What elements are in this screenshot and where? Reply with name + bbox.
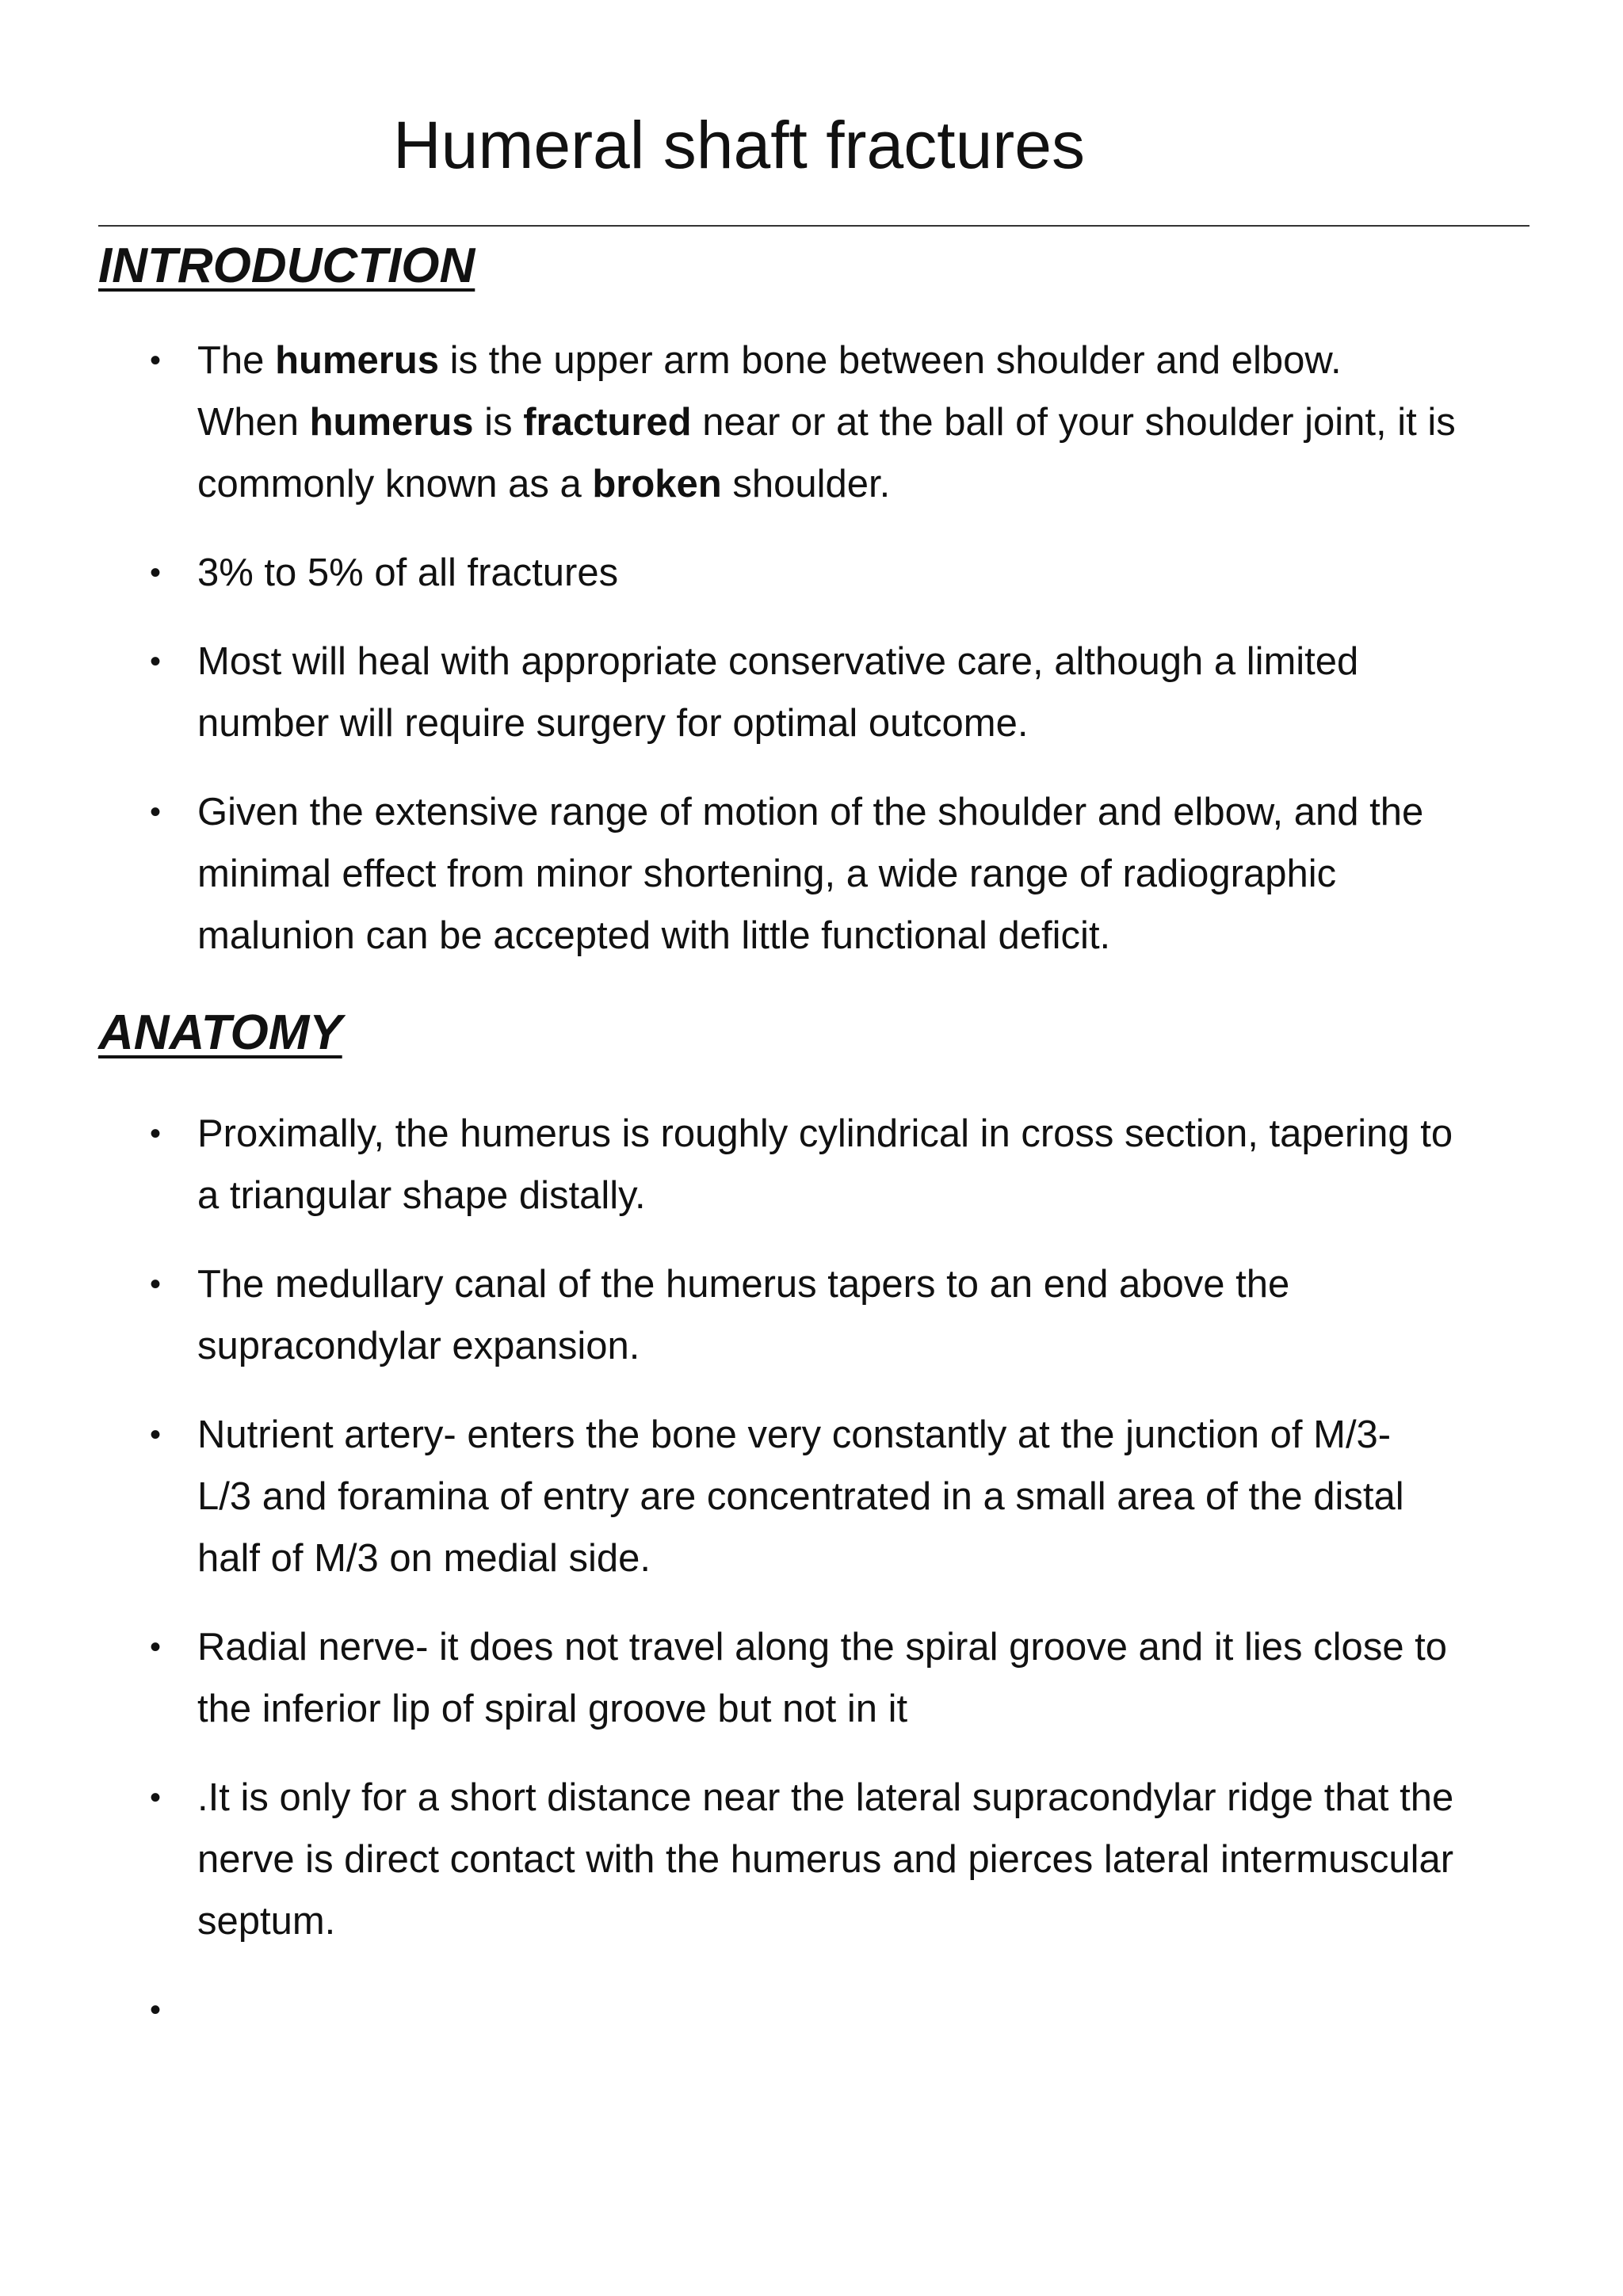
- bullet-marker: •: [149, 1116, 161, 1151]
- bold-term: broken: [592, 463, 722, 505]
- text-run: Nutrient artery- enters the bone very constantly at the junction of M/3-: [197, 1413, 1392, 1456]
- bullet-item: [0, 542, 1623, 604]
- bullet-text: [197, 1767, 1545, 1952]
- text-run: nerve is direct contact with the humerus and pierces lateral intermuscular: [197, 1838, 1454, 1881]
- bullet-text: [197, 631, 1545, 754]
- bullet-item: [0, 1404, 1623, 1589]
- text-run: commonly known as a: [197, 463, 593, 505]
- text-run: number will require surgery for optimal outcome.: [197, 702, 1029, 745]
- text-run: L/3 and foramina of entry are concentrated in a small area of the distal: [197, 1475, 1404, 1518]
- bullet-item: [0, 781, 1623, 967]
- text-run: The: [197, 339, 276, 382]
- bullet-text: [197, 1253, 1545, 1377]
- text-run: The medullary canal of the humerus tapers to an end above the: [197, 1263, 1290, 1306]
- bullet-marker: •: [149, 1417, 161, 1452]
- bullet-marker: •: [149, 1267, 161, 1302]
- bullet-marker: •: [149, 644, 161, 679]
- document-title: Humeral shaft fractures: [393, 108, 1085, 182]
- text-run: a triangular shape distally.: [197, 1174, 646, 1217]
- text-run: Proximally, the humerus is roughly cylindrical in cross section, tapering to: [197, 1112, 1453, 1155]
- bullet-item: [0, 631, 1623, 754]
- bullet-text: [197, 542, 1545, 604]
- bullet-text: [197, 1979, 1545, 2041]
- anatomy-bullet-list: [0, 1103, 1623, 2068]
- bullet-item: [0, 1253, 1623, 1377]
- bullet-marker: •: [149, 795, 161, 830]
- text-run: 3% to 5% of all fractures: [197, 551, 619, 594]
- section-heading-introduction: INTRODUCTION: [98, 238, 475, 293]
- bold-term: fractured: [523, 401, 692, 444]
- text-run: supracondylar expansion.: [197, 1325, 640, 1367]
- text-run: is: [473, 401, 524, 444]
- text-run: near or at the ball of your shoulder joint, it is: [691, 401, 1456, 444]
- bullet-item: [0, 1103, 1623, 1226]
- bullet-text: [197, 330, 1545, 515]
- bullet-text: [197, 1404, 1545, 1589]
- bullet-marker: •: [149, 1630, 161, 1665]
- bullet-marker: •: [149, 1993, 161, 2027]
- introduction-bullet-list: [0, 330, 1623, 994]
- text-run: shoulder.: [721, 463, 891, 505]
- text-run: Radial nerve- it does not travel along the spiral groove and it lies close to: [197, 1626, 1448, 1669]
- bullet-text: [197, 1103, 1545, 1226]
- bullet-item: [0, 1979, 1623, 2041]
- bullet-marker: •: [149, 555, 161, 590]
- bullet-item: [0, 330, 1623, 515]
- section-heading-anatomy: ANATOMY: [98, 1005, 342, 1060]
- text-run: minimal effect from minor shortening, a wide range of radiographic: [197, 852, 1337, 895]
- text-run: Most will heal with appropriate conservative care, although a limited: [197, 640, 1359, 683]
- bullet-marker: •: [149, 1780, 161, 1815]
- text-run: .It is only for a short distance near the lateral supracondylar ridge that the: [197, 1776, 1454, 1819]
- text-run: the inferior lip of spiral groove but not in it: [197, 1688, 908, 1730]
- bold-term: humerus: [309, 401, 474, 444]
- bullet-text: [197, 781, 1545, 967]
- text-run: malunion can be accepted with little functional deficit.: [197, 914, 1111, 957]
- text-run: Given the extensive range of motion of the shoulder and elbow, and the: [197, 791, 1424, 833]
- title-divider: [98, 225, 1529, 227]
- bullet-item: [0, 1767, 1623, 1952]
- bullet-marker: •: [149, 343, 161, 378]
- text-run: septum.: [197, 1900, 336, 1943]
- bullet-text: [197, 1616, 1545, 1740]
- bullet-item: [0, 1616, 1623, 1740]
- text-run: When: [197, 401, 310, 444]
- text-run: is the upper arm bone between shoulder and elbow.: [439, 339, 1342, 382]
- bold-term: humerus: [275, 339, 439, 382]
- text-run: half of M/3 on medial side.: [197, 1537, 651, 1580]
